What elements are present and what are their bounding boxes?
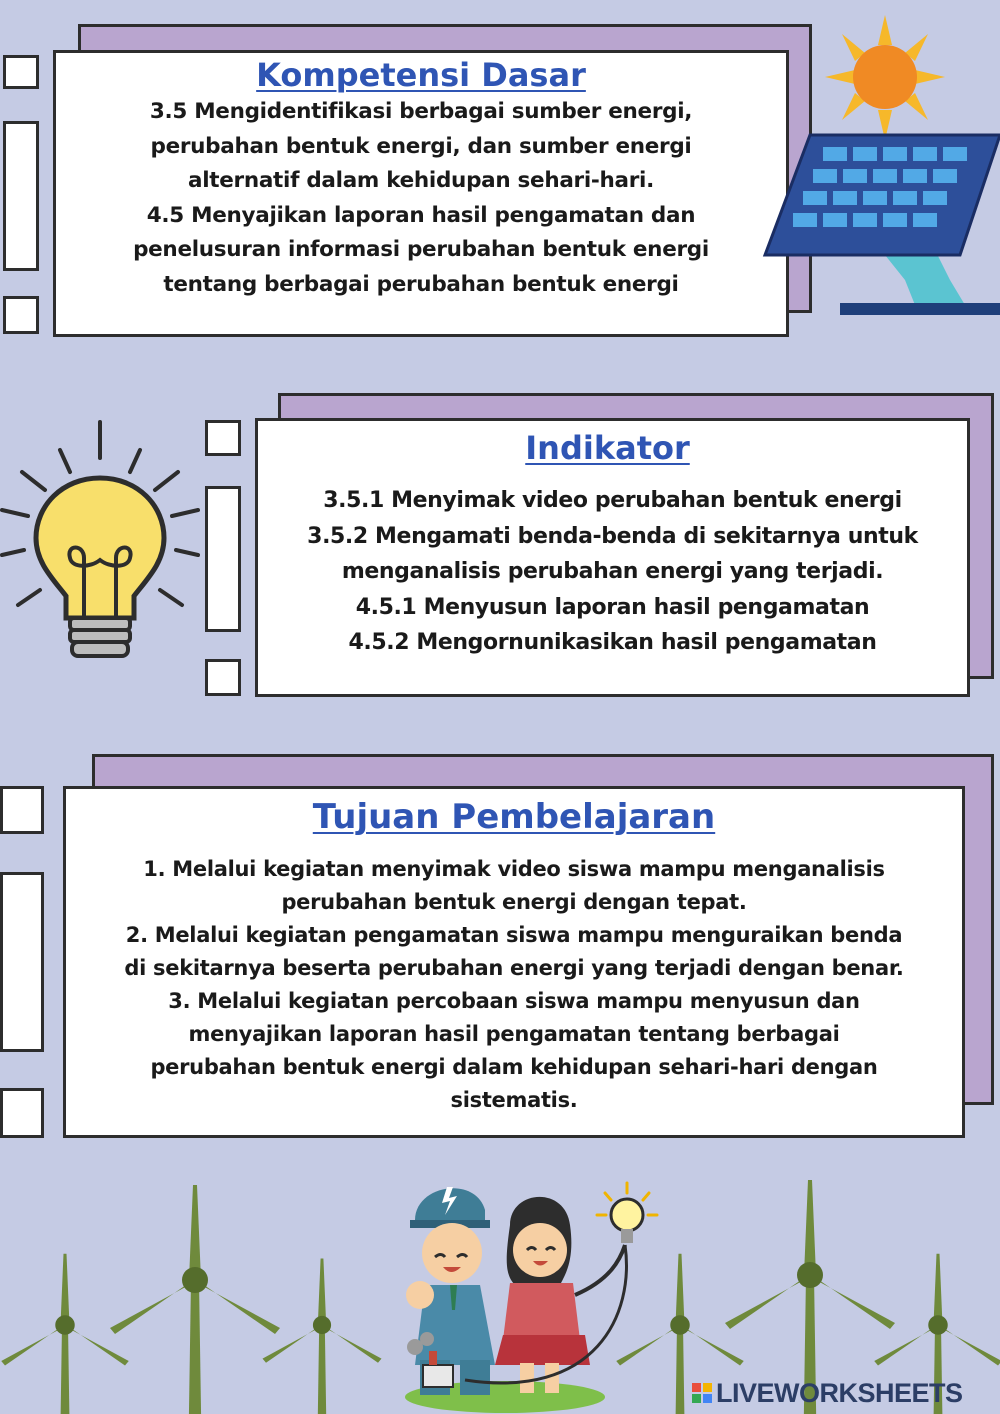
indikator-card — [255, 418, 970, 697]
indikator-title: Indikator — [525, 429, 690, 467]
windmill-icon — [1, 1254, 129, 1414]
kompetensi-title: Kompetensi Dasar — [256, 56, 586, 94]
indikator-tab-top — [205, 420, 241, 456]
kompetensi-tab-middle — [3, 121, 39, 271]
kompetensi-line: penelusuran informasi perubahan bentuk energi — [133, 237, 709, 262]
kompetensi-line: perubahan bentuk energi, dan sumber energi — [150, 133, 692, 159]
kompetensi-tab-bottom — [3, 296, 39, 334]
kompetensi-line: 3.5 Mengidentifikasi berbagai sumber energi, — [149, 99, 693, 124]
tujuan-line: perubahan bentuk energi dalam kehidupan sehari-hari dengan — [150, 1055, 878, 1079]
indikator-tab-middle — [205, 486, 241, 632]
watermark — [692, 1376, 963, 1410]
sun-icon — [825, 15, 945, 140]
kompetensi-line: tentang berbagai perubahan bentuk energi — [163, 271, 679, 297]
tujuan-tab-bottom — [0, 1088, 44, 1138]
tujuan-line: sistematis. — [450, 1088, 578, 1112]
tujuan-line: 3. Melalui kegiatan percobaan siswa mampu menyusun dan — [168, 989, 860, 1013]
tujuan-card — [63, 786, 965, 1138]
tujuan-line: menyajikan laporan hasil pengamatan tentang berbagai — [188, 1022, 840, 1046]
indikator-tab-bottom — [205, 659, 241, 696]
tujuan-title: Tujuan Pembelajaran — [312, 797, 716, 837]
kompetensi-line: alternatif dalam kehidupan sehari-hari. — [187, 168, 654, 193]
watermark-text: LIVEWORKSHEETS — [716, 1377, 963, 1408]
indikator-line: 3.5.2 Mengamati benda-benda di sekitarnya untuk — [307, 523, 918, 549]
workers-illustration — [395, 1165, 670, 1414]
indikator-line: 4.5.1 Menyusun laporan hasil pengamatan — [355, 594, 870, 620]
kompetensi-line: 4.5 Menyajikan laporan hasil pengamatan dan — [146, 202, 696, 228]
tujuan-line: di sekitarnya beserta perubahan energi yang terjadi dengan benar. — [124, 956, 904, 980]
tujuan-line: 2. Melalui kegiatan pengamatan siswa mampu menguraikan benda — [125, 923, 903, 947]
tujuan-line: 1. Melalui kegiatan menyimak video siswa mampu menganalisis — [143, 857, 885, 881]
tujuan-line: perubahan bentuk energi dengan tepat. — [281, 890, 747, 914]
windmill-icon — [110, 1185, 280, 1414]
kompetensi-tab-top — [3, 55, 39, 89]
kompetensi-card — [53, 50, 789, 337]
light-bulb-icon — [0, 420, 200, 670]
kompetensi-body — [56, 95, 786, 302]
tujuan-tab-middle — [0, 872, 44, 1052]
indikator-body — [258, 483, 967, 661]
tujuan-body — [66, 853, 962, 1117]
solar-panel-icon — [765, 135, 1000, 320]
liveworksheets-logo-icon — [692, 1383, 712, 1403]
tujuan-tab-top — [0, 786, 44, 834]
indikator-line: 4.5.2 Mengornunikasikan hasil pengamatan — [348, 630, 877, 655]
windmill-icon — [263, 1259, 382, 1414]
indikator-line: 3.5.1 Menyimak video perubahan bentuk energi — [323, 488, 902, 513]
indikator-line: menganalisis perubahan energi yang terjadi. — [341, 559, 884, 584]
